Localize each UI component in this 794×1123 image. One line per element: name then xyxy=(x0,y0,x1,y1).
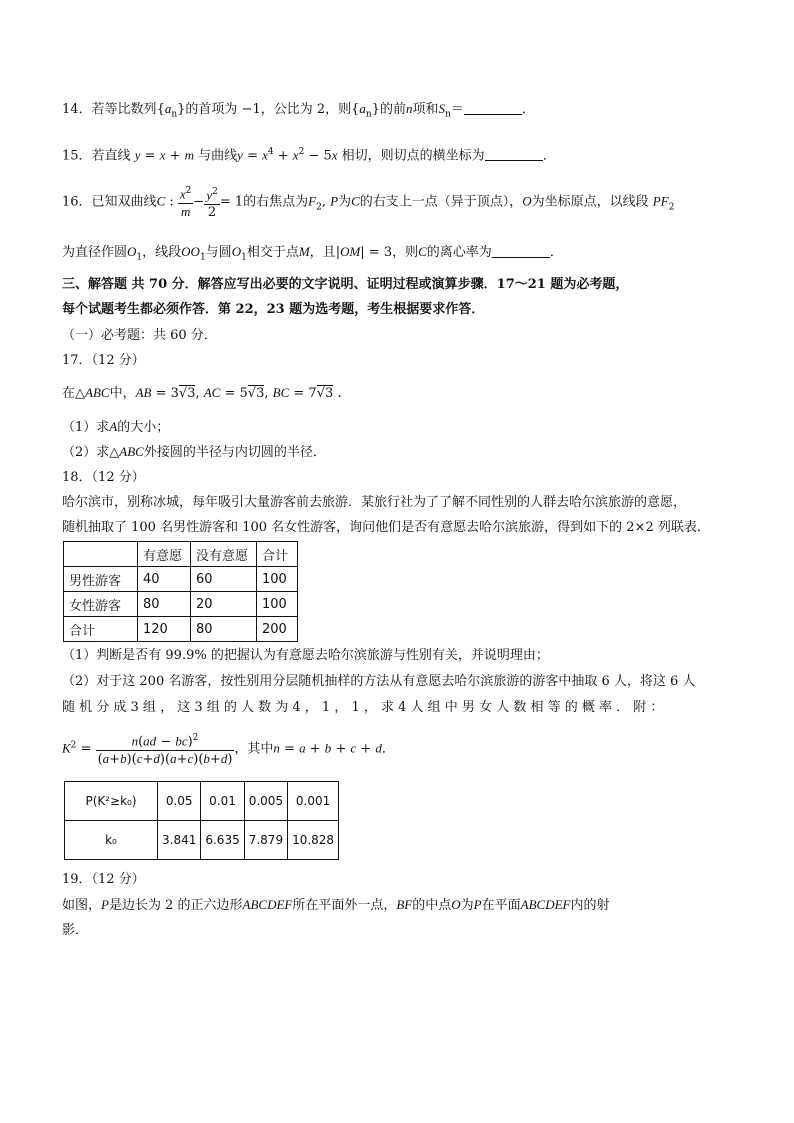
q17-part2: （2）求△ABC外接圆的半径与内切圆的半径． xyxy=(62,444,326,460)
table-cell: 120 xyxy=(138,617,191,642)
q18-line1: 哈尔滨市，别称冰城，每年吸引大量游客前去旅游．某旅行社为了了解不同性别的人群去哈尔滨旅游的意愿， xyxy=(62,495,687,510)
q19-line1: 如图，P是边长为 2 的正六边形ABCDEF所在平面外一点，BF的中点O为P在平面ABCDEF内的射 xyxy=(62,897,610,913)
contingency-table xyxy=(63,541,298,642)
q19-head: 19．（12 分） xyxy=(62,872,145,887)
q18-line2: 随机抽取了 100 名男性游客和 100 名女性游客，询问他们是否有意愿去哈尔滨旅游，得到如下的 2×2 列联表． xyxy=(62,520,710,535)
table-cell: 80 xyxy=(138,592,191,617)
table-cell: P(K²≥k₀) xyxy=(65,782,158,821)
table-cell: 0.05 xyxy=(158,782,201,821)
fraction: $\frac{n(ad - bc)^2}{(a+b)(c+d)(a+c)(b+d)}$ xyxy=(96,730,235,768)
table-row xyxy=(64,567,298,592)
table-row xyxy=(65,782,339,821)
table-cell: k₀ xyxy=(65,821,158,860)
q19-line2: 影． xyxy=(62,923,89,938)
table-cell: 0.01 xyxy=(201,782,244,821)
table-cell: 60 xyxy=(191,567,257,592)
table-cell: 没有意愿 xyxy=(191,542,257,567)
table-cell: 6.635 xyxy=(201,821,244,860)
answer-blank xyxy=(464,100,522,115)
chi-square-formula: $K^2$ = $\frac{n(ad - bc)^2}{(a+b)(c+d)(a+c)(b+d)}$ ，其中n = a + b + c + d． xyxy=(62,730,395,768)
question-15: 15．若直线 y = x + m 与曲线$y = x^4 + x^2 - 5x$ 相切，则切点的横坐标为 ． xyxy=(62,147,556,164)
table-row xyxy=(65,821,339,860)
required-note: （一）必考题：共 60 分． xyxy=(62,328,217,343)
table-cell: 10.828 xyxy=(288,821,339,860)
table-cell: 40 xyxy=(138,567,191,592)
question-16-cont: 为直径作圆$O_1$，线段$OO_1$与圆$O_1$相交于点M，且|OM| = 3，则C的离心率为 ． xyxy=(62,244,563,263)
table-cell: 200 xyxy=(257,617,298,642)
question-16: 16．已知双曲线C : $\frac{x^2}{m}$ − $\frac{y^2}{2}$ = 1的右焦点为$F_2$, P为C的右支上一点（异于顶点），O为坐标原点，以线段 $PF_2$ xyxy=(62,183,674,221)
table-cell: 有意愿 xyxy=(138,542,191,567)
q17-head: 17．（12 分） xyxy=(62,353,145,368)
table-cell: 100 xyxy=(257,567,298,592)
fraction: $\frac{x^2}{m}$ xyxy=(178,183,194,221)
table-header-row xyxy=(64,542,298,567)
table-cell: 3.841 xyxy=(158,821,201,860)
table-cell: 20 xyxy=(191,592,257,617)
q17-part1: （1）求A的大小； xyxy=(62,419,170,435)
q18-head: 18．（12 分） xyxy=(62,470,145,485)
critical-value-table xyxy=(64,781,339,860)
table-cell: 男性游客 xyxy=(64,567,138,592)
answer-blank xyxy=(492,243,550,258)
table-cell: 合计 xyxy=(64,617,138,642)
table-cell: 7.879 xyxy=(244,821,287,860)
q18-part2-cont: 随 机 分 成 3 组 ， 这 3 组 的 人 数 为 4 ， 1 ， 1 ， 求 4 人 组 中 男 女 人 数 相 等 的 概 率 ． 附 ： xyxy=(62,700,664,715)
table-row xyxy=(64,617,298,642)
table-cell xyxy=(64,542,138,567)
table-cell: 0.001 xyxy=(288,782,339,821)
table-cell: 0.005 xyxy=(244,782,287,821)
question-14: 14．若等比数列$\{a_n\}$的首项为 −1，公比为 2，则$\{a_n\}$的前n项和$S_n=$ ． xyxy=(62,101,535,120)
table-cell: 合计 xyxy=(257,542,298,567)
table-cell: 100 xyxy=(257,592,298,617)
fraction: $\frac{y^2}{2}$ xyxy=(204,184,220,221)
table-row xyxy=(64,592,298,617)
q17-stem: 在△ABC中，AB = 3√3, AC = 5√3, BC = 7√3 . xyxy=(62,385,342,401)
answer-blank xyxy=(485,146,543,161)
q18-part1: （1）判断是否有 99.9% 的把握认为有意愿去哈尔滨旅游与性别有关，并说明理由； xyxy=(62,648,549,663)
section-heading: 三、解答题 共 70 分．解答应写出必要的文字说明、证明过程或演算步骤．17～21 题为必考题， xyxy=(62,277,629,292)
section-heading-cont: 每个试题考生都必须作答．第 22，23 题为选考题，考生根据要求作答． xyxy=(62,302,485,317)
table-cell: 女性游客 xyxy=(64,592,138,617)
q18-part2: （2）对于这 200 名游客，按性别用分层随机抽样的方法从有意愿去哈尔滨旅游的游客中抽取 6 人，将这 6 人 xyxy=(62,674,696,689)
table-cell: 80 xyxy=(191,617,257,642)
